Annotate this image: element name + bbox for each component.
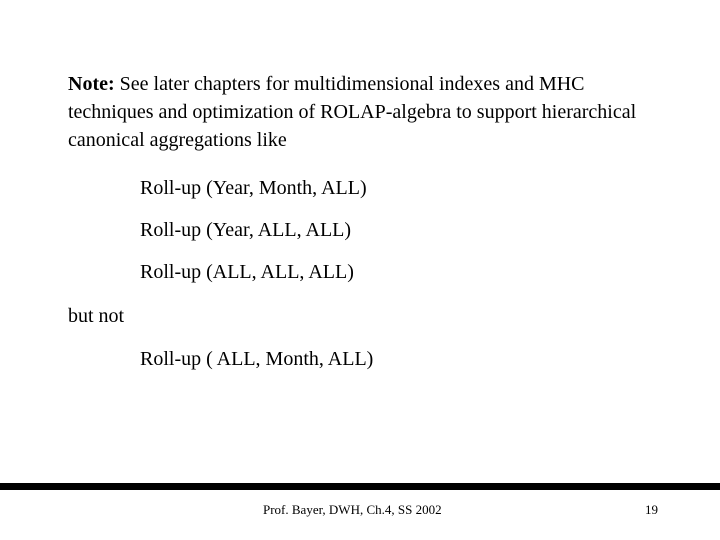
rollup-year-month-all: Roll-up (Year, Month, ALL) <box>140 177 367 199</box>
note-paragraph <box>68 70 668 154</box>
page-number: 19 <box>645 502 658 517</box>
note-label: Note: <box>68 73 115 95</box>
note-text: See later chapters for multidimensional indexes and MHC techniques and optimization of ROLAP-algebra to support hierarchical canonical aggregations like <box>68 73 637 151</box>
but-not-text: but not <box>68 305 125 327</box>
rollup-year-all-all: Roll-up (Year, ALL, ALL) <box>140 219 352 241</box>
rollup-all-all-all: Roll-up (ALL, ALL, ALL) <box>140 261 354 283</box>
rollup-all-month-all: Roll-up ( ALL, Month, ALL) <box>140 348 374 370</box>
footer-credit: Prof. Bayer, DWH, Ch.4, SS 2002 <box>263 502 442 517</box>
footer-divider <box>0 483 720 490</box>
